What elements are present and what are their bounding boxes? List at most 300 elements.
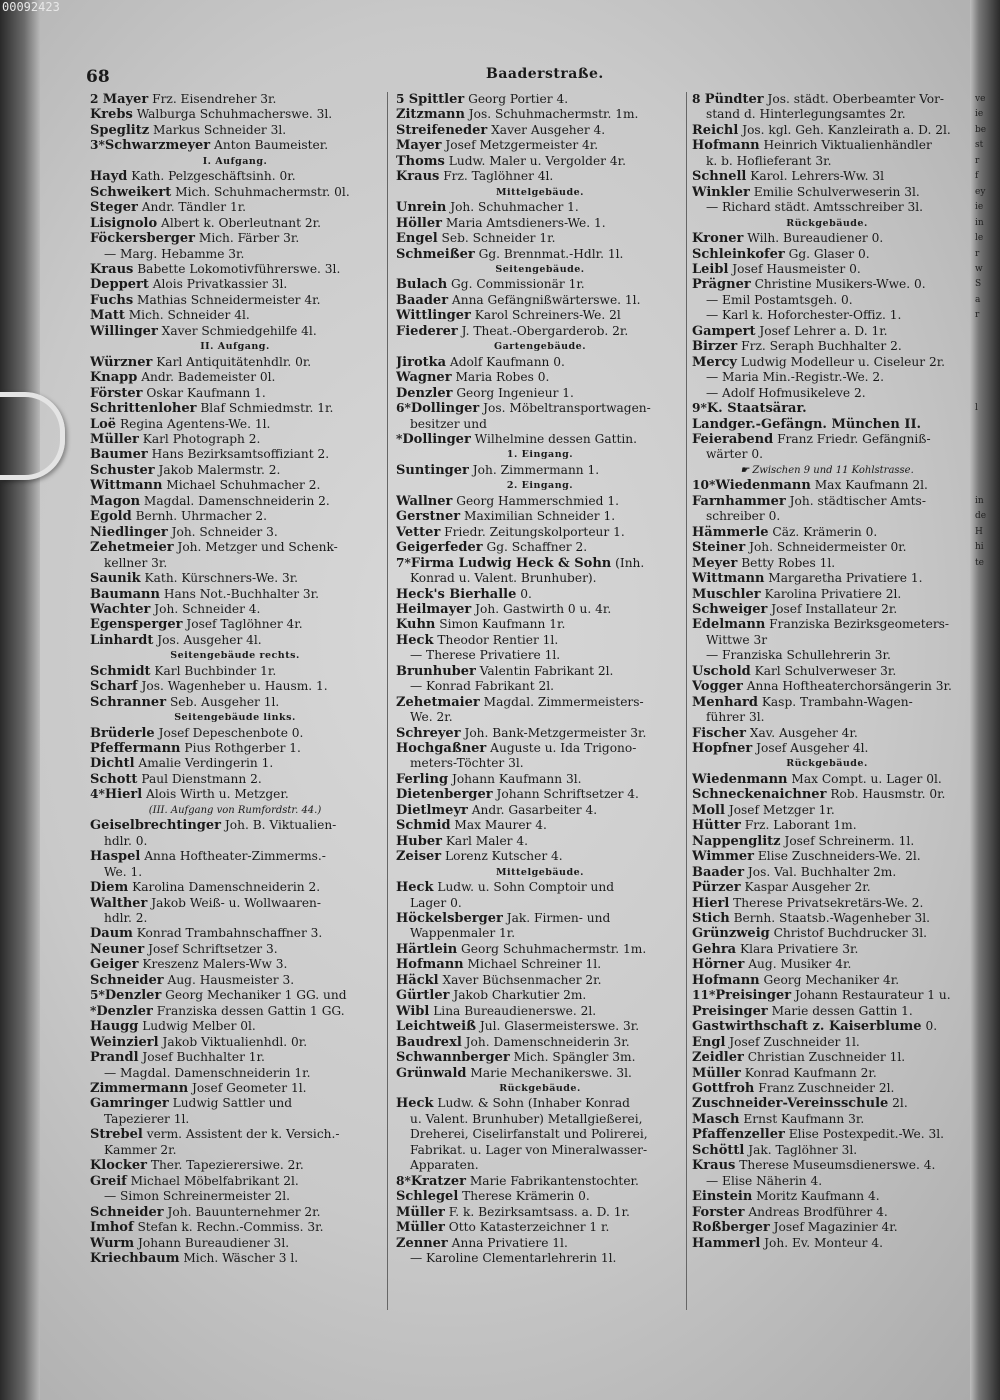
resident-name: Hörner (692, 957, 745, 973)
edge-fragment: te (975, 557, 984, 568)
resident-name: Zehetmaier (396, 694, 480, 710)
section-heading: Seitengebäude. (495, 263, 585, 275)
section-heading: Seitengebäude rechts. (170, 650, 300, 662)
resident-details: Josef Taglöhner 4r. (186, 617, 303, 632)
edge-fragment: r (975, 155, 980, 166)
directory-entry (692, 355, 962, 370)
resident-name: Wallner (396, 493, 453, 509)
directory-entry (692, 401, 962, 416)
directory-entry (90, 169, 380, 184)
directory-entry (692, 818, 962, 833)
entry-continuation: — Elise Näherin 4. (706, 1173, 823, 1188)
resident-name: Brüderle (90, 725, 155, 741)
entry-continuation: We. 2r. (410, 710, 453, 725)
resident-name: Baader (396, 292, 449, 308)
directory-entry (90, 509, 380, 524)
resident-name: Dollinger (402, 431, 471, 447)
entry-continuation: — Emil Postamtsgeh. 0. (706, 292, 853, 307)
directory-entry (396, 324, 684, 339)
directory-entry (396, 1019, 684, 1034)
directory-entry (396, 432, 684, 447)
resident-details: Georg Hammerschmied 1. (456, 493, 619, 508)
resident-name: Knapp (90, 370, 138, 386)
resident-name: Schneider (90, 972, 164, 988)
directory-entry (90, 540, 380, 555)
section-heading: 2. Eingang. (506, 480, 574, 492)
resident-name: Geiger (90, 957, 139, 973)
resident-name: Gampert (692, 323, 756, 339)
resident-name: Kraus (396, 169, 440, 185)
resident-details: Ludw. & Sohn (Inhaber Konrad (437, 1096, 630, 1111)
resident-details: Joh. Bank-Metzgermeister 3r. (464, 725, 647, 740)
resident-details: Gg. Schaffner 2. (486, 540, 588, 555)
resident-details: Seb. Schneider 1r. (441, 231, 556, 246)
resident-details: Jos. städt. Oberbeamter Vor- (767, 92, 945, 106)
entry-continuation: Wappenmaler 1r. (410, 926, 516, 941)
resident-name: Zenner (396, 1235, 448, 1251)
house-number: * (90, 1003, 97, 1018)
resident-name: Wibl (396, 1003, 430, 1019)
resident-details: Maximilian Schneider 1. (464, 509, 616, 524)
directory-entry (90, 587, 380, 602)
resident-details: Johann Kaufmann 3l. (451, 771, 582, 786)
directory-entry (396, 556, 684, 571)
directory-entry (90, 571, 380, 586)
directory-entry (90, 1127, 380, 1142)
entry-continuation: Kammer 2r. (104, 1142, 177, 1157)
entry-continuation: — Therese Privatiere 1l. (410, 648, 561, 663)
resident-details: Pius Rothgerber 1. (184, 741, 301, 756)
resident-name: Fischer (692, 725, 746, 741)
resident-details: Joh. Schneider 3. (171, 524, 278, 539)
house-number: 7* (396, 555, 411, 570)
directory-entry (692, 741, 962, 756)
directory-entry (692, 602, 962, 617)
resident-details: Kaspar Ausgeher 2r. (744, 880, 871, 895)
entry-continuation: — Franziska Schullehrerin 3r. (706, 648, 891, 663)
resident-name: Schmidt (90, 663, 151, 679)
resident-name: Grünzweig (692, 926, 770, 942)
directory-entry (396, 386, 684, 401)
resident-details: Lina Bureaudienerswe. 2l. (433, 1003, 597, 1018)
resident-details: Elise Postexpedit.-We. 3l. (788, 1127, 944, 1142)
directory-entry (692, 339, 962, 354)
directory-entry (396, 92, 684, 107)
resident-details: Jos. Val. Buchhalter 2m. (747, 864, 897, 879)
directory-entry (692, 247, 962, 262)
house-number: 5 (396, 92, 409, 106)
resident-details: Marie Fabrikantenstochter. (469, 1173, 639, 1188)
resident-details: Seb. Ausgeher 1l. (169, 694, 280, 709)
directory-entry (396, 1096, 684, 1111)
resident-details: Andr. Tändler 1r. (141, 200, 247, 215)
resident-name: Gastwirthschaft z. Kaiserblume (692, 1019, 922, 1035)
resident-details: Walburga Schuhmacherswe. 3l. (136, 107, 333, 122)
resident-name: Edelmann (692, 617, 766, 633)
resident-name: Magon (90, 493, 141, 509)
resident-name: Hierl (104, 787, 143, 803)
resident-details: Bernh. Staatsb.-Wagenheber 3l. (733, 911, 930, 926)
resident-details: 2l. (892, 1096, 908, 1111)
directory-entry (396, 231, 684, 246)
edge-fragment: r (975, 310, 980, 321)
directory-entry (692, 880, 962, 895)
edge-fragment: st (975, 140, 984, 151)
directory-entry (396, 1174, 684, 1189)
resident-details: Anton Baumeister. (214, 138, 329, 153)
resident-name: Höller (396, 215, 442, 231)
resident-name: Meyer (692, 555, 738, 571)
resident-details: Margaretha Privatiere 1. (768, 571, 923, 586)
resident-name: Haspel (90, 849, 141, 865)
resident-name: Egold (90, 509, 132, 525)
directory-entry (396, 247, 684, 262)
resident-name: Müller (396, 1220, 445, 1236)
resident-name: Heck (396, 880, 434, 896)
edge-fragment: H (975, 526, 983, 537)
resident-name: Firma Ludwig Heck & Sohn (410, 555, 612, 571)
resident-name: Masch (692, 1111, 740, 1127)
directory-entry (396, 664, 684, 679)
resident-details: Karolina Privatiere 2l. (764, 586, 902, 601)
house-number: 11* (692, 988, 716, 1003)
directory-entry (90, 1050, 380, 1065)
edge-fragment (975, 571, 1000, 586)
directory-entry (692, 556, 962, 571)
house-number: * (396, 431, 403, 446)
directory-entry (692, 1004, 962, 1019)
resident-details: Mich. Schuhmachermstr. 0l. (175, 184, 350, 199)
resident-details: Jakob Viktualienhdl. 0r. (162, 1034, 308, 1049)
directory-entry (90, 880, 380, 895)
resident-details: Therese Privatsekretärs-We. 2. (733, 895, 924, 910)
resident-details: Josef Buchhalter 1r. (142, 1050, 265, 1065)
resident-name: Kraus (692, 1158, 736, 1174)
directory-entry (692, 787, 962, 802)
resident-name: Schnell (692, 169, 747, 185)
resident-name: Unrein (396, 200, 447, 216)
resident-details: Josef Depeschenbote 0. (158, 725, 304, 740)
section-heading: I. Aufgang. (202, 155, 268, 167)
resident-name: Egensperger (90, 617, 183, 633)
resident-details: Emilie Schulverweserin 3l. (753, 184, 920, 199)
resident-name: Härtlein (396, 941, 458, 957)
entry-continuation: führer 3l. (706, 710, 765, 725)
edge-fragment (975, 679, 1000, 694)
edge-fragment (975, 587, 1000, 602)
resident-name: Gerstner (396, 509, 461, 525)
directory-entry (396, 973, 684, 988)
directory-entry (90, 200, 380, 215)
resident-name: Niedlinger (90, 524, 168, 540)
resident-details: Franz Friedr. Gefängniß- (777, 431, 931, 446)
resident-name: Geiselbrechtinger (90, 818, 222, 834)
resident-details: Magdal. Zimmermeisters- (483, 694, 644, 709)
resident-details: Josef Metzgermeister 4r. (445, 138, 599, 153)
resident-details: Gg. Brennmat.-Hdlr. 1l. (478, 246, 624, 261)
resident-name: Deppert (90, 277, 149, 293)
directory-entry (692, 432, 962, 447)
resident-details: Konrad Trambahnschaffner 3. (136, 926, 323, 941)
resident-details: Johann Restaurateur 1 u. (794, 988, 951, 1003)
directory-entry (396, 154, 684, 169)
resident-details: Karl Antiquitätenhdlr. 0r. (156, 354, 312, 369)
directory-entry (396, 169, 684, 184)
entry-continuation: Konrad u. Valent. Brunhuber). (410, 571, 597, 586)
directory-entry (90, 525, 380, 540)
resident-details: Adolf Kaufmann 0. (449, 354, 565, 369)
directory-entry (90, 417, 380, 432)
directory-entry (692, 1081, 962, 1096)
resident-details: Michael Schreiner 1l. (467, 957, 602, 972)
resident-name: Hammerl (692, 1235, 761, 1251)
directory-entry (396, 355, 684, 370)
directory-entry (90, 185, 380, 200)
directory-entry (396, 494, 684, 509)
resident-name: Mayer (102, 92, 149, 107)
house-number: 3* (90, 138, 105, 153)
resident-name: Engl (692, 1034, 726, 1050)
resident-details: Frz. Eisendreher 3r. (152, 92, 277, 106)
directory-entry (90, 756, 380, 771)
resident-name: Denzler (96, 1003, 153, 1019)
edge-fragment (975, 710, 1000, 725)
resident-name: Strebel (90, 1127, 143, 1143)
resident-name: Denzler (396, 385, 453, 401)
resident-details: Jos. Ausgeher 4l. (157, 632, 262, 647)
edge-fragment: r (975, 248, 980, 259)
resident-details: Joh. Damenschneiderin 3r. (465, 1034, 630, 1049)
directory-entry (90, 772, 380, 787)
resident-name: Speglitz (90, 122, 150, 138)
directory-entry (396, 525, 684, 540)
directory-entry (692, 540, 962, 555)
directory-entry (90, 679, 380, 694)
directory-entry (90, 293, 380, 308)
resident-name: Forster (692, 1204, 745, 1220)
column-rule-1 (387, 92, 388, 1310)
resident-details: Amalie Verdingerin 1. (138, 756, 274, 771)
directory-entry (692, 478, 962, 493)
resident-details: Joh. Bauunternehmer 2r. (167, 1204, 321, 1219)
resident-details: Andreas Brodführer 4. (748, 1204, 888, 1219)
directory-entry (90, 1035, 380, 1050)
resident-details: Anna Hoftheaterchorsängerin 3r. (746, 679, 952, 694)
resident-name: Mercy (692, 354, 737, 370)
resident-details: Joh. Schuhmacher 1. (450, 200, 579, 215)
resident-name: Schweiger (692, 601, 768, 617)
resident-details: Johann Bureaudiener 3l. (138, 1235, 290, 1250)
edge-fragment: a (975, 294, 981, 305)
resident-name: Hochgaßner (396, 741, 487, 757)
entry-continuation: — Marg. Hebamme 3r. (104, 246, 245, 261)
resident-details: Hans Not.-Buchhalter 3r. (163, 586, 320, 601)
resident-details: Mich. Wäscher 3 l. (183, 1250, 299, 1265)
resident-details: Aug. Hausmeister 3. (167, 972, 295, 987)
resident-details: Joh. Zimmermann 1. (472, 462, 600, 477)
resident-name: Kriechbaum (90, 1250, 180, 1266)
resident-details: Cäz. Krämerin 0. (772, 524, 878, 539)
resident-name: Stich (692, 911, 730, 927)
resident-name: Hofmann (692, 972, 760, 988)
directory-entry (396, 880, 684, 895)
resident-name: Heck's Bierhalle (396, 586, 517, 602)
entry-continuation: — Karoline Clementarlehrerin 1l. (410, 1250, 617, 1265)
edge-fragment (975, 602, 1000, 617)
directory-entry (692, 324, 962, 339)
resident-name: Schlegel (396, 1189, 459, 1205)
resident-details: Georg Mechaniker 1 GG. und (165, 988, 347, 1003)
directory-entry (396, 1236, 684, 1251)
edge-fragment: ie (975, 109, 984, 120)
resident-name: Zimmermann (90, 1081, 189, 1096)
resident-details: Andr. Bademeister 0l. (141, 370, 276, 385)
resident-name: Gottfroh (692, 1081, 755, 1096)
directory-entry (692, 92, 962, 107)
resident-details: Lorenz Kutscher 4. (445, 849, 563, 864)
resident-details: Babette Lokomotivführerswe. 3l. (137, 261, 341, 276)
resident-details: Jos. kgl. Geh. Kanzleirath a. D. 2l. (742, 122, 951, 137)
resident-name: Dietenberger (396, 787, 493, 803)
directory-entry (692, 277, 962, 292)
resident-name: Moll (692, 802, 725, 818)
entry-continuation: Lager 0. (410, 895, 462, 910)
resident-name: Wurm (90, 1235, 135, 1251)
resident-name: Wiedenmann (692, 771, 788, 787)
edge-fragment (975, 756, 1000, 771)
entry-continuation: — Simon Schreinermeister 2l. (104, 1189, 291, 1204)
resident-name: Imhof (90, 1220, 134, 1236)
resident-details: Ludwig Modelleur u. Ciseleur 2r. (740, 354, 946, 369)
edge-fragment (975, 324, 1000, 339)
directory-entry (90, 355, 380, 370)
directory-entry (90, 695, 380, 710)
resident-name: Reichl (692, 122, 739, 138)
directory-entry (396, 1066, 684, 1081)
directory-entry (396, 695, 684, 710)
directory-entry (396, 849, 684, 864)
resident-details: Ludw. Maler u. Vergolder 4r. (448, 153, 626, 168)
resident-details: Christine Musikers-Wwe. 0. (754, 277, 926, 292)
directory-entry (692, 1112, 962, 1127)
resident-details: Oskar Kaufmann 1. (146, 385, 266, 400)
resident-name: Schuster (90, 462, 155, 478)
entry-continuation: meters-Töchter 3l. (410, 756, 524, 771)
resident-details: Franziska Bezirksgeometers- (769, 617, 950, 632)
directory-entry (692, 926, 962, 941)
resident-name: Klocker (90, 1158, 147, 1174)
resident-details: Anna Privatiere 1l. (451, 1235, 568, 1250)
directory-entry (90, 741, 380, 756)
directory-entry (692, 1127, 962, 1142)
directory-entry (396, 370, 684, 385)
resident-name: Schneckenaichner (692, 787, 827, 803)
resident-details: Georg Portier 4. (468, 92, 569, 106)
resident-name: Mayer (396, 138, 442, 154)
resident-details: Kath. Kürschners-We. 3r. (144, 571, 299, 586)
resident-name: Loë (90, 416, 117, 432)
directory-entry (692, 1050, 962, 1065)
resident-details: 0. (925, 1019, 938, 1034)
entry-continuation: Tapezierer 1l. (104, 1111, 190, 1126)
column-rule-2 (686, 92, 687, 1310)
directory-entry (90, 386, 380, 401)
directory-entry (396, 1189, 684, 1204)
resident-details: (Inh. (615, 555, 645, 570)
resident-details: Friedr. Zeitungskolporteur 1. (444, 524, 625, 539)
section-heading: Mittelgebäude. (496, 186, 584, 198)
directory-entry (692, 1158, 962, 1173)
resident-name: Preisinger (692, 1003, 768, 1019)
resident-details: Frz. Laborant 1m. (744, 818, 857, 833)
resident-details: Josef Magazinier 4r. (773, 1220, 898, 1235)
directory-entry (90, 92, 380, 107)
entry-continuation: wärter 0. (706, 447, 763, 462)
resident-details: Simon Kaufmann 1r. (439, 617, 566, 632)
resident-name: Schmeißer (396, 246, 475, 262)
resident-details: Josef Geometer 1l. (192, 1081, 307, 1095)
resident-name: Dichtl (90, 756, 135, 772)
directory-entry (396, 1004, 684, 1019)
resident-details: Wilh. Bureaudiener 0. (747, 231, 884, 246)
edge-fragment (975, 447, 1000, 462)
resident-name: Geigerfeder (396, 540, 483, 556)
resident-name: Fiederer (396, 323, 458, 339)
resident-details: Blaf Schmiedmstr. 1r. (200, 401, 334, 416)
resident-details: Gg. Commissionär 1r. (451, 277, 585, 292)
resident-details: Bernh. Uhrmacher 2. (135, 509, 268, 524)
resident-details: Regina Agentens-We. 1l. (119, 416, 271, 431)
resident-name: Feierabend (692, 431, 774, 447)
resident-name: Pürzer (692, 880, 741, 896)
resident-name: Farnhammer (692, 493, 786, 509)
directory-entry (692, 911, 962, 926)
resident-details: Jul. Glasermeisterswe. 3r. (479, 1019, 640, 1034)
page-number: 68 (86, 67, 110, 87)
resident-name: Walther (90, 895, 148, 911)
entry-continuation: besitzer und (410, 416, 487, 431)
resident-details: Jakob Charkutier 2m. (453, 988, 587, 1003)
resident-name: Schneider (90, 1204, 164, 1220)
resident-name: Preisinger (715, 988, 792, 1004)
left-binding-shadow (0, 0, 40, 1400)
directory-entry (90, 447, 380, 462)
directory-entry (90, 107, 380, 122)
resident-name: Müller (692, 1065, 741, 1081)
edge-fragment: hi (975, 542, 984, 553)
directory-entry (692, 679, 962, 694)
directory-entry (692, 726, 962, 741)
resident-details: Ludw. u. Sohn Comptoir und (437, 880, 615, 895)
directory-entry (692, 587, 962, 602)
directory-entry (90, 1236, 380, 1251)
directory-entry (692, 1035, 962, 1050)
resident-details: Alois Wirth u. Metzger. (146, 787, 289, 802)
resident-details: Otto Katasterzeichner 1 r. (448, 1220, 610, 1235)
directory-entry (396, 633, 684, 648)
resident-name: Steger (90, 200, 138, 216)
directory-entry (692, 896, 962, 911)
edge-fragment (975, 633, 1000, 648)
edge-fragment (975, 726, 1000, 741)
resident-details: Karol Schreiners-We. 2l (474, 308, 621, 323)
directory-entry (692, 617, 962, 632)
resident-name: Willinger (90, 323, 158, 339)
resident-details: Therese Museumsdienerswe. 4. (739, 1158, 936, 1173)
resident-name: Heck (396, 1096, 434, 1112)
directory-entry (692, 1205, 962, 1220)
edge-fragment (975, 741, 1000, 756)
